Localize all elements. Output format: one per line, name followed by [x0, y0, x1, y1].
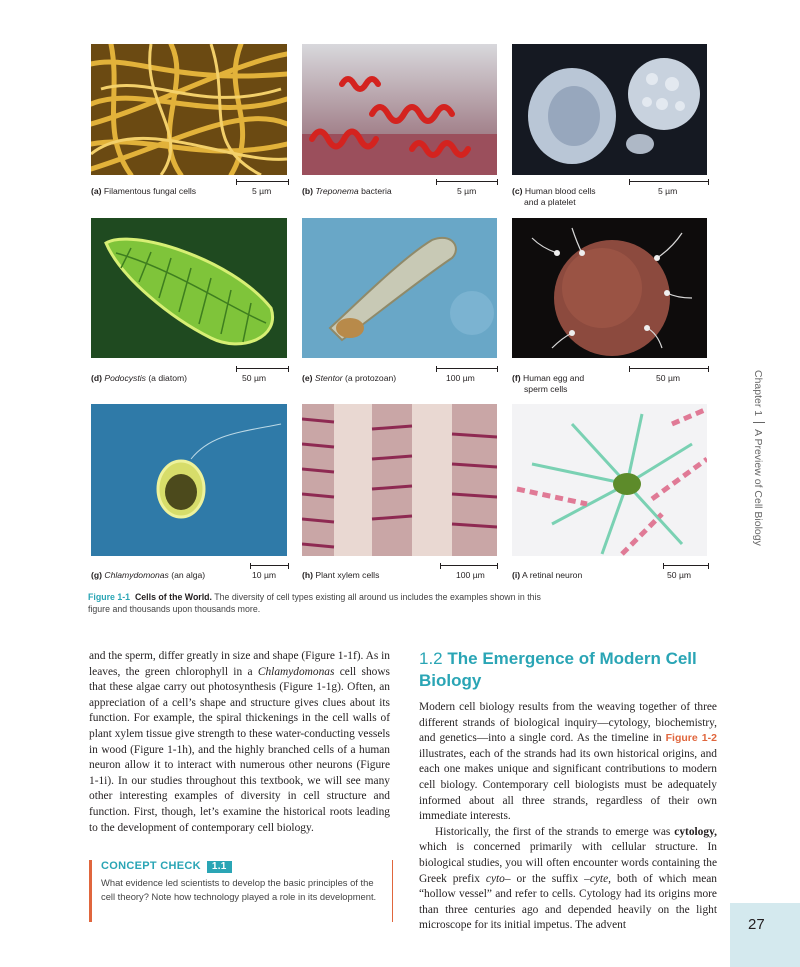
- scale-bar-c: [629, 179, 709, 185]
- photo-treponema: [302, 44, 497, 175]
- scale-bar-h: [440, 563, 498, 569]
- caption-a: (a) Filamentous fungal cells: [91, 186, 197, 196]
- scale-bar-i: [663, 563, 709, 569]
- caption-c: (c) Human blood cells and a platelet: [512, 186, 596, 207]
- caption-i: (i) A retinal neuron: [512, 570, 583, 580]
- page-number-tab: [730, 903, 800, 967]
- scale-label-g: 10 µm: [252, 570, 277, 580]
- scale-bar-e: [436, 366, 498, 372]
- scale-bar-f: [629, 366, 709, 372]
- running-head: Chapter 1A Preview of Cell Biology: [752, 370, 764, 546]
- concept-check-title: CONCEPT CHECK 1.1: [101, 860, 232, 873]
- photo-plant-xylem: [302, 404, 497, 556]
- scale-label-b: 5 µm: [457, 186, 477, 196]
- caption-h: (h) Plant xylem cells: [302, 570, 380, 580]
- concept-check-box: [89, 860, 393, 922]
- scale-label-a: 5 µm: [252, 186, 272, 196]
- caption-f: (f) Human egg and sperm cells: [512, 373, 585, 394]
- photo-stentor: [302, 218, 497, 358]
- photo-blood-cells: [512, 44, 707, 175]
- caption-g: (g) Chlamydomonas (an alga): [91, 570, 206, 580]
- scale-label-e: 100 µm: [446, 373, 475, 383]
- scale-bar-a: [236, 179, 289, 185]
- section-heading: 1.2 The Emergence of Modern Cell Biology: [419, 649, 697, 690]
- page-number: 27: [748, 916, 765, 933]
- photo-fungal-cells: [91, 44, 287, 175]
- photo-egg-sperm: [512, 218, 707, 358]
- scale-bar-b: [436, 179, 498, 185]
- scale-bar-g: [250, 563, 289, 569]
- scale-label-f: 50 µm: [656, 373, 681, 383]
- photo-podocystis: [91, 218, 287, 358]
- photo-retinal-neuron: [512, 404, 707, 556]
- scale-label-d: 50 µm: [242, 373, 267, 383]
- figure-1-2-link[interactable]: Figure 1-2: [665, 732, 717, 745]
- caption-b: (b) Treponema bacteria: [302, 186, 392, 196]
- photo-chlamydomonas: [91, 404, 287, 556]
- scale-label-c: 5 µm: [658, 186, 678, 196]
- concept-check-badge: 1.1: [207, 861, 232, 873]
- scale-label-i: 50 µm: [667, 570, 692, 580]
- caption-d: (d) Podocystis (a diatom): [91, 373, 188, 383]
- caption-e: (e) Stentor (a protozoan): [302, 373, 397, 383]
- scale-label-h: 100 µm: [456, 570, 485, 580]
- concept-check-text: What evidence led scientists to develop the basic principles of the cell theory? Note how technology played a role in its development.: [101, 877, 377, 902]
- scale-bar-d: [236, 366, 289, 372]
- figure-caption: Figure 1-1 Cells of the World. The diversity of cell types existing all around us includes the examples shown in this figure and thousands upon thousands more.: [88, 592, 541, 614]
- right-column-text: Modern cell biology results from the weaving together of three different strands of biological inquiry—cytology, biochemistry, and genetics—into a single cord. As the timeline in Figure 1-2 illustrates, each of the strands had its own historical origins, and each one makes unique and significant contributions to modern cell biology. Contemporary cell biologists must be adequately informed about all three strands, regardless of their own immediate interests. Historically, the first of the strands to emerge was cytology, which is concerned primarily with cellular structure. In biological studies, you will often encounter words containing the Greek prefix cyto– or the suffix –cyte, both of which mean “hollow vessel” and refer to cells. Cytology had its origins more than three centuries ago and depended heavily on the light microscope for its initial impetus. The advent: [419, 701, 718, 932]
- left-column-text: and the sperm, differ greatly in size and shape (Figure 1-1f). As in leaves, the green chlorophyll in a Chlamydomonas cell shows that these algae carry out photosynthesis (Figure 1-1g). Often, an appreciation of a cell’s shape and structure gives clues about its function. For example, the spiral thickenings in the cell walls of plant xylem tissue give strength to these water-conducting vessels in wood (Figure 1-1h), and the highly branched cells of a human neuron allow it to interact with numerous other neurons (Figure 1-1i). In our studies throughout this textbook, we will see many other interesting examples of diversity in cell structure and function. First, though, let’s examine the historical roots leading to the development of contemporary cell biology.: [89, 650, 390, 834]
